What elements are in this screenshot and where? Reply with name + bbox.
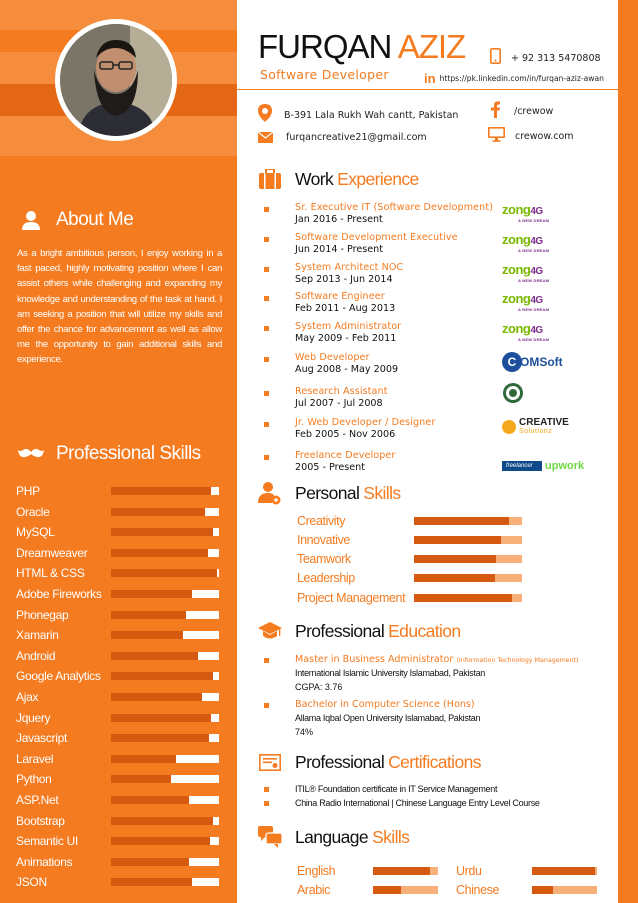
skill-bar: [111, 569, 219, 577]
skill-bar: [111, 878, 219, 886]
skill-label: Adobe Fireworks: [16, 586, 102, 601]
personal-skill-bar-fill: [414, 594, 512, 602]
freelancer-logo: freelancer: [502, 461, 542, 471]
certification-name: China Radio International | Chinese Language Entry Level Course: [295, 798, 540, 808]
bullet: [264, 267, 269, 272]
certificate-icon: [258, 750, 282, 774]
language-bar: [532, 886, 597, 894]
skill-label: Ajax: [16, 689, 39, 704]
skill-bar-fill: [111, 549, 208, 557]
zong-logo: [502, 293, 549, 312]
job-dates: Feb 2011 - Aug 2013: [295, 303, 396, 314]
job-entry: [264, 322, 614, 350]
zong-tagline: A NEW DREAM: [518, 307, 550, 312]
about-me-text: As a bright ambitious person, I enjoy working in a fast paced, highly motivating position where I can assist others while challenging and expanding my knowledge and understanding of the task at hand. I am seeking a position that will utilize my skills and offer the chance for advancement as well as allow me the opportunity to gain additional skills and experience.: [17, 248, 222, 366]
creative-main: CREATIVE: [519, 416, 569, 428]
zong-wordmark: zong: [502, 321, 531, 336]
creative-mark: [502, 420, 516, 434]
personal-skill-label: Creativity: [297, 514, 346, 528]
job-dates: Sep 2013 - Jun 2014: [295, 274, 393, 285]
facebook-handle[interactable]: /crewow: [514, 106, 554, 117]
language-bar: [532, 867, 597, 875]
skill-bar-fill: [111, 611, 186, 619]
personal-skill-bar-fill: [414, 555, 496, 563]
skill-label: Laravel: [16, 751, 54, 766]
personal-skill-bar: [414, 536, 522, 544]
skill-bar: [111, 672, 219, 680]
job-dates: Jul 2007 - Jul 2008: [295, 398, 383, 409]
full-name: [258, 30, 465, 64]
zong-wordmark: zong: [502, 291, 531, 306]
skill-bar-fill: [111, 714, 211, 722]
certifications-title-b: Certifications: [388, 751, 481, 772]
skill-bar: [111, 858, 219, 866]
address: B-391 Lala Rukh Wah cantt, Pakistan: [284, 109, 459, 121]
freelancer-upwork-logos: [502, 455, 584, 474]
skill-label: Animations: [16, 854, 73, 869]
skill-bar: [111, 652, 219, 660]
linkedin-url[interactable]: https://pk.linkedin.com/in/furqan-aziz-awan: [439, 74, 604, 83]
professional-skills-heading: [18, 441, 201, 467]
job-title: System Architect NOC: [295, 262, 404, 273]
job-title: System Administrator: [295, 321, 402, 332]
skill-row: [16, 606, 221, 627]
bullet: [264, 787, 269, 792]
personal-skills-title-a: Personal: [295, 482, 360, 503]
certifications-title-a: Professional: [295, 751, 385, 772]
skill-bar: [111, 714, 219, 722]
personal-skill-bar-fill: [414, 574, 495, 582]
job-dates: Jun 2014 - Present: [295, 244, 384, 255]
personal-skill-bar-fill: [414, 517, 509, 525]
skill-row: [16, 647, 221, 668]
user-gear-icon: [258, 481, 282, 505]
website-contact: [488, 127, 574, 146]
bullet: [264, 703, 269, 708]
personal-skill-bar: [414, 574, 522, 582]
language-label: Chinese: [456, 883, 500, 897]
skill-bar-fill: [111, 817, 213, 825]
certification-entry: [264, 798, 614, 812]
bullet: [264, 357, 269, 362]
zong-logo: [502, 204, 549, 223]
zong-4g: 4G: [530, 236, 543, 247]
job-role: Software Developer: [260, 67, 389, 82]
linkedin-contact: [424, 71, 604, 86]
job-title: Sr. Executive IT (Software Development): [295, 202, 494, 213]
skill-row: [16, 853, 221, 874]
skill-row: [16, 791, 221, 812]
personal-skill-bar: [414, 555, 522, 563]
skill-row: [16, 873, 221, 894]
skill-row: [16, 564, 221, 585]
job-entry: [264, 263, 614, 291]
zong-tagline: A NEW DREAM: [518, 337, 550, 342]
skill-label: Phonegap: [16, 607, 69, 622]
skill-bar-fill: [111, 652, 198, 660]
skill-bar: [111, 631, 219, 639]
skill-bar-fill: [111, 508, 205, 516]
personal-skill-row: [297, 591, 527, 610]
language-skills-heading: [258, 825, 409, 849]
skill-label: Dreamweaver: [16, 545, 88, 560]
language-bar-fill: [532, 886, 553, 894]
skill-label: Android: [16, 648, 56, 663]
location-pin-icon: [258, 104, 272, 126]
bullet: [264, 296, 269, 301]
languages-title-a: Language: [295, 826, 369, 847]
degree-name: Master in Business Administrator: [295, 654, 454, 665]
skill-row: [16, 832, 221, 853]
personal-skill-bar: [414, 517, 522, 525]
header-divider: [237, 89, 618, 90]
zong-4g: 4G: [530, 266, 543, 277]
envelope-icon: [258, 128, 273, 147]
language-bar-fill: [373, 886, 401, 894]
profile-photo: [55, 19, 177, 141]
institute-name: International Islamic University Islamabad, Pakistan: [295, 668, 485, 678]
university-seal-logo: [502, 382, 524, 408]
personal-skill-label: Innovative: [297, 533, 350, 547]
skill-label: Semantic UI: [16, 834, 79, 849]
skill-bar: [111, 611, 219, 619]
skill-label: HTML & CSS: [16, 566, 85, 581]
last-name: AZIZ: [397, 28, 466, 65]
skill-bar: [111, 528, 219, 536]
skill-row: [16, 482, 221, 503]
skill-bar-fill: [111, 734, 209, 742]
skill-row: [16, 626, 221, 647]
skill-label: Python: [16, 772, 52, 787]
language-row: [456, 883, 606, 901]
bullet: [264, 801, 269, 806]
skill-label: Bootstrap: [16, 813, 65, 828]
bullet: [264, 455, 269, 460]
personal-skills-heading: [258, 481, 401, 505]
personal-skill-label: Leadership: [297, 571, 355, 585]
degree-title: [295, 654, 579, 665]
personal-skill-row: [297, 552, 527, 571]
creative-sub: Solutionz: [519, 427, 553, 435]
bullet: [264, 422, 269, 427]
creative-text: [519, 418, 569, 436]
personal-skill-row: [297, 571, 527, 590]
language-row: [297, 864, 447, 882]
skill-bar-fill: [111, 672, 213, 680]
language-label: Arabic: [297, 883, 331, 897]
skill-row: [16, 585, 221, 606]
education-title-b: Education: [388, 620, 461, 641]
bullet: [264, 237, 269, 242]
personal-skill-label: Teamwork: [297, 552, 351, 566]
zong-wordmark: zong: [502, 232, 531, 247]
job-title: Freelance Developer: [295, 450, 396, 461]
personal-skills-title-b: Skills: [363, 482, 401, 503]
certification-entry: [264, 784, 614, 798]
job-dates: May 2009 - Feb 2011: [295, 333, 397, 344]
job-title: Software Engineer: [295, 291, 385, 302]
skill-bar: [111, 817, 219, 825]
skill-bar-fill: [111, 590, 192, 598]
skill-bar-fill: [111, 693, 202, 701]
monitor-icon: [488, 127, 505, 146]
phone-contact: [490, 48, 601, 68]
job-entry: [264, 233, 614, 261]
skill-bar-fill: [111, 631, 183, 639]
language-label: English: [297, 864, 336, 878]
grade: 74%: [295, 727, 314, 737]
certification-name: ITIL® Foundation certificate in IT Service Management: [295, 784, 498, 794]
zong-wordmark: zong: [502, 202, 531, 217]
zong-4g: 4G: [530, 295, 543, 306]
job-title: Web Developer: [295, 352, 370, 363]
bullet: [264, 658, 269, 663]
zong-tagline: A NEW DREAM: [518, 218, 550, 223]
language-bar-fill: [373, 867, 430, 875]
zong-4g: 4G: [530, 206, 543, 217]
skill-bar: [111, 549, 219, 557]
work-experience-heading: [258, 167, 419, 191]
about-me-title: About Me: [56, 209, 134, 230]
skill-bar-fill: [111, 878, 192, 886]
job-dates: Aug 2008 - May 2009: [295, 364, 399, 375]
person-icon: [18, 207, 44, 233]
comsoft-logo: [502, 351, 563, 372]
linkedin-icon: in: [424, 71, 436, 86]
skill-bar: [111, 775, 219, 783]
skill-row: [16, 729, 221, 750]
job-dates: 2005 - Present: [295, 462, 365, 473]
personal-skill-bar-fill: [414, 536, 501, 544]
skill-bar-fill: [111, 796, 189, 804]
skill-bar-fill: [111, 858, 189, 866]
upwork-logo: upwork: [545, 459, 585, 472]
skill-label: MySQL: [16, 525, 55, 540]
skill-row: [16, 750, 221, 771]
first-name: FURQAN: [258, 28, 392, 65]
skill-row: [16, 709, 221, 730]
zong-wordmark: zong: [502, 262, 531, 277]
skill-label: Jquery: [16, 710, 51, 725]
address-contact: [258, 104, 458, 126]
comsoft-c: C: [502, 352, 522, 372]
about-me-heading: [18, 207, 133, 233]
skill-label: PHP: [16, 484, 40, 498]
work-title-a: Work: [295, 168, 334, 189]
grade: CGPA: 3.76: [295, 682, 343, 692]
language-bar-fill: [532, 867, 595, 875]
bullet: [264, 207, 269, 212]
skill-bar-fill: [111, 487, 211, 495]
email-address[interactable]: furqancreative21@gmail.com: [286, 132, 427, 143]
skill-bar: [111, 508, 219, 516]
mobile-phone-icon: [490, 48, 501, 68]
professional-skills-list: [16, 482, 221, 894]
comsoft-wordmark: OMSoft: [520, 354, 563, 369]
bullet: [264, 326, 269, 331]
education-heading: [258, 619, 461, 643]
job-title: Research Assistant: [295, 386, 388, 397]
skill-row: [16, 770, 221, 791]
language-label: Urdu: [456, 864, 482, 878]
job-entry: [264, 292, 614, 320]
skill-bar: [111, 734, 219, 742]
skill-row: [16, 667, 221, 688]
skill-label: Google Analytics: [16, 669, 101, 684]
zong-logo: [502, 323, 549, 342]
zong-4g: 4G: [530, 325, 543, 336]
zong-tagline: A NEW DREAM: [518, 248, 550, 253]
education-title-a: Professional: [295, 620, 385, 641]
stripe-band: [0, 156, 237, 196]
skill-bar-fill: [111, 837, 210, 845]
language-row: [297, 883, 447, 901]
mustache-icon: [18, 441, 44, 467]
skill-label: Javascript: [16, 731, 68, 746]
creative-solutionz-logo: [502, 416, 569, 436]
skill-bar: [111, 693, 219, 701]
skill-bar: [111, 755, 219, 763]
job-dates: Jan 2016 - Present: [295, 214, 383, 225]
personal-skill-row: [297, 514, 527, 533]
zong-logo: [502, 264, 549, 283]
graduation-cap-icon: [258, 619, 282, 643]
personal-skill-label: Project Management: [297, 591, 406, 605]
skill-label: Oracle: [16, 504, 50, 519]
language-bar: [373, 886, 438, 894]
skill-row: [16, 523, 221, 544]
skill-bar: [111, 590, 219, 598]
skill-bar-fill: [111, 528, 213, 536]
job-entry: [264, 203, 614, 231]
skill-bar: [111, 487, 219, 495]
left-column: [0, 0, 237, 903]
institute-name: Allama Iqbal Open University Islamabad, Pakistan: [295, 713, 481, 723]
zong-tagline: A NEW DREAM: [518, 278, 550, 283]
skill-label: Xamarin: [16, 628, 59, 643]
facebook-contact: [491, 101, 553, 122]
personal-skill-row: [297, 533, 527, 552]
job-entry: [264, 387, 614, 415]
work-title-b: Experience: [337, 168, 419, 189]
skill-bar-fill: [111, 569, 217, 577]
job-dates: Feb 2005 - Nov 2006: [295, 429, 396, 440]
skill-label: JSON: [16, 875, 47, 890]
skill-row: [16, 688, 221, 709]
skill-bar-fill: [111, 775, 171, 783]
job-title: Software Development Executive: [295, 232, 458, 243]
skill-row: [16, 503, 221, 524]
website-url[interactable]: crewow.com: [515, 131, 574, 142]
personal-skill-bar: [414, 594, 522, 602]
phone-number: + 92 313 5470808: [511, 52, 601, 64]
skill-bar-fill: [111, 755, 176, 763]
language-bar: [373, 867, 438, 875]
skill-bar: [111, 796, 219, 804]
skill-bar: [111, 837, 219, 845]
facebook-icon: [491, 101, 500, 122]
bullet: [264, 391, 269, 396]
degree-name: Bachelor in Computer Science (Hons): [295, 699, 475, 710]
degree-title: [295, 699, 475, 710]
speech-bubbles-icon: [258, 825, 282, 849]
briefcase-icon: [258, 167, 282, 191]
languages-title-b: Skills: [372, 826, 410, 847]
language-row: [456, 864, 606, 882]
skill-label: ASP.Net: [16, 792, 59, 807]
professional-skills-title: Professional Skills: [56, 443, 201, 464]
skill-row: [16, 812, 221, 833]
email-contact: [258, 128, 427, 147]
right-edge-strip: [618, 0, 638, 903]
degree-specialization: (Information Technology Management): [456, 657, 579, 664]
zong-logo: [502, 234, 549, 253]
job-title: Jr. Web Developer / Designer: [295, 417, 436, 428]
skill-row: [16, 544, 221, 565]
certifications-heading: [258, 750, 481, 774]
